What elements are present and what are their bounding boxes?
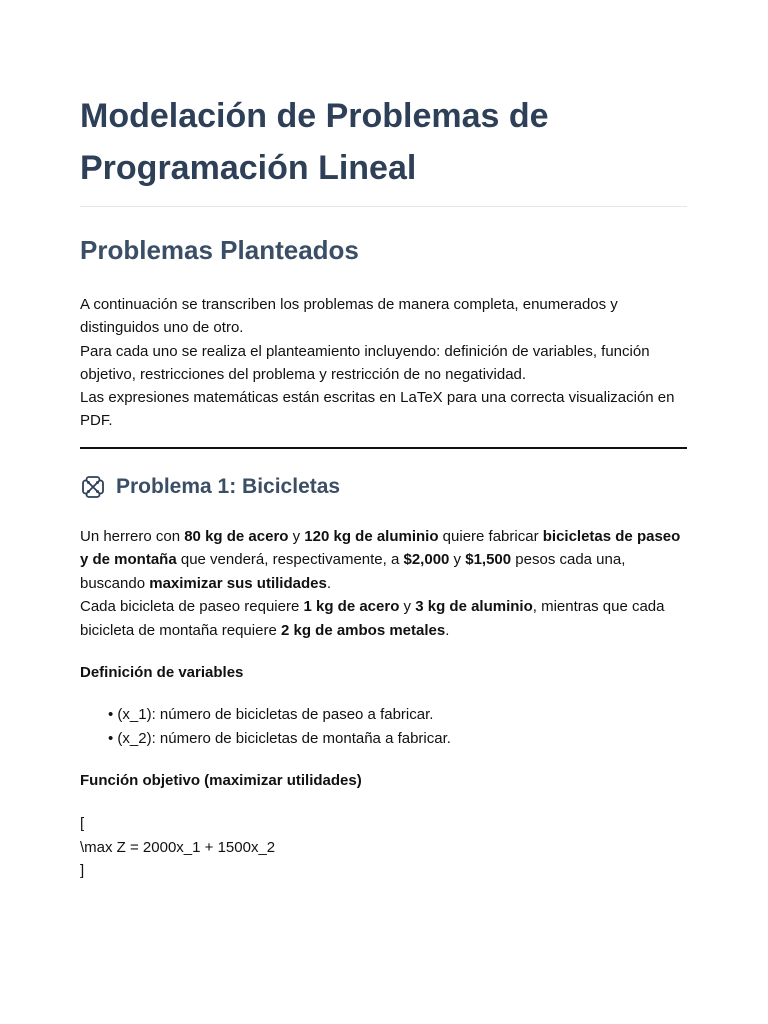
intro-paragraph: Las expresiones matemáticas están escritas en LaTeX para una correcta visualización en PDF.	[80, 389, 675, 430]
puzzle-icon	[80, 474, 106, 500]
problem-1-title: Problema 1: Bicicletas	[116, 474, 341, 498]
formula-line: ]	[80, 862, 85, 880]
intro-text	[80, 293, 687, 433]
title-line-1: Modelación de Problemas de	[80, 97, 549, 135]
statement-paragraph-2: Cada bicicleta de paseo requiere 1 kg de acero y 3 kg de aluminio, mientras que cada bicicleta de montaña requiere 2 kg de ambos metales.	[80, 598, 665, 639]
intro-paragraph: Para cada uno se realiza el planteamiento incluyendo: definición de variables, función objetivo, restricciones del problema y restricción de no negatividad.	[80, 342, 650, 383]
section-divider	[80, 447, 687, 449]
problem-1-statement	[80, 525, 687, 643]
statement-paragraph-1: Un herrero con 80 kg de acero y 120 kg de aluminio quiere fabricar bicicletas de paseo y de montaña que venderá, respectivamente, a $2,000 y $1,500 pesos cada una, buscando maximizar sus utilidades.	[80, 527, 681, 592]
title-line-2: Programación Lineal	[80, 149, 417, 187]
objective-formula	[80, 812, 687, 883]
formula-line: [	[80, 815, 85, 833]
intro-paragraph: A continuación se transcriben los problemas de manera completa, enumerados y distinguidos uno de otro.	[80, 296, 618, 337]
document-content	[80, 90, 687, 883]
objective-label: Función objetivo (maximizar utilidades)	[80, 772, 362, 790]
formula-line: \max Z = 2000x_1 + 1500x_2	[80, 838, 276, 856]
list-item: • (x_2): número de bicicletas de montaña a fabricar.	[108, 727, 687, 751]
document-title	[80, 90, 687, 194]
variables-list	[80, 703, 687, 750]
title-divider	[80, 206, 687, 207]
section-title: Problemas Planteados	[80, 235, 359, 265]
list-item: • (x_1): número de bicicletas de paseo a fabricar.	[108, 703, 687, 727]
problem-1-heading	[80, 471, 687, 503]
variables-label: Definición de variables	[80, 664, 244, 682]
